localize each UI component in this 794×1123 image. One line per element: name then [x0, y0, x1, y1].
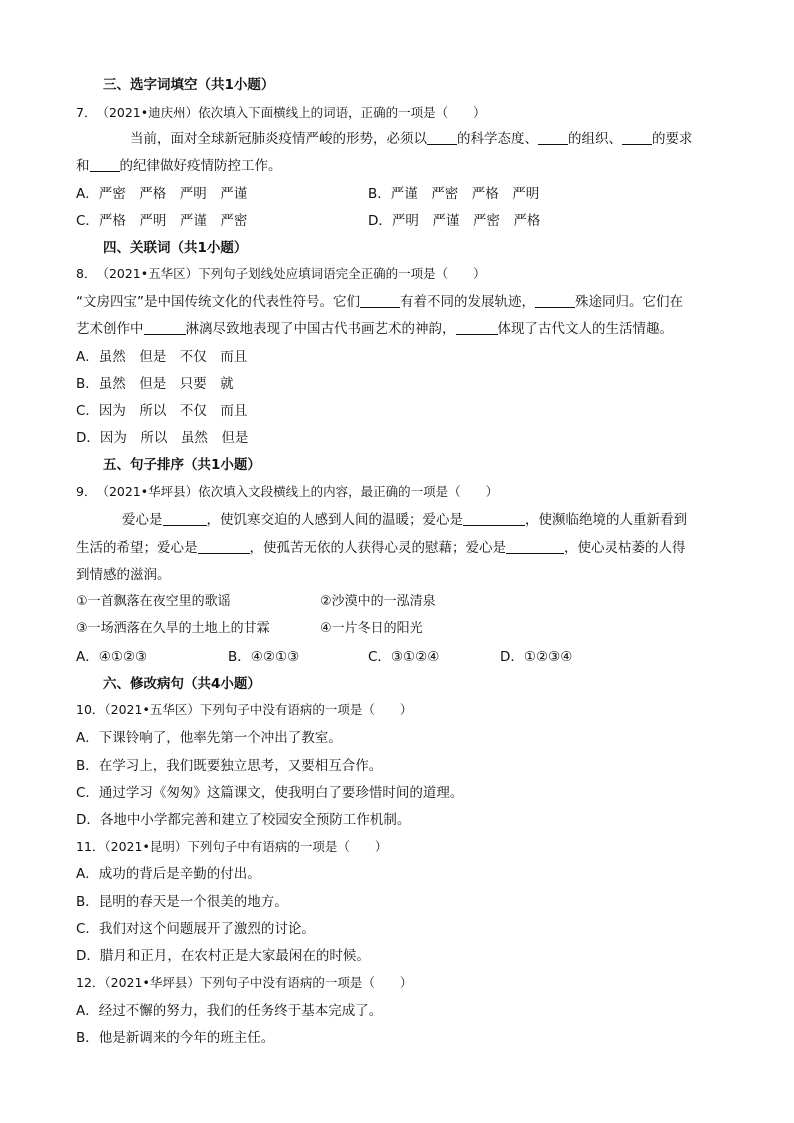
question-7-passage-line-2 — [76, 157, 282, 175]
question-8-option-d: D．因为 所以 虽然 但是 — [76, 430, 249, 446]
answer-blank — [198, 540, 250, 554]
question-9-option-b: B．④②①③ — [228, 649, 300, 665]
question-11-stem: 11．（2021•昆明）下列句子中有语病的一项是（ ） — [76, 839, 388, 854]
question-7-passage-line-1 — [130, 130, 693, 148]
question-7-option-d: D．严明 严谨 严密 严格 — [368, 213, 541, 229]
question-10-option-d: D．各地中小学都完善和建立了校园安全预防工作机制。 — [76, 812, 411, 828]
answer-blank — [538, 131, 568, 145]
passage-text: 和 — [76, 158, 90, 174]
question-7-option-b: B．严谨 严密 严格 严明 — [368, 186, 540, 202]
passage-text: ，使饥寒交迫的人感到人间的温暖；爱心是 — [206, 512, 463, 528]
question-9-item-4: ④一片冬日的阳光 — [320, 621, 423, 636]
passage-text: ，使孤苦无依的人获得心灵的慰藉；爱心是 — [249, 540, 506, 556]
question-10-option-b: B．在学习上，我们既要独立思考，又要相互合作。 — [76, 758, 383, 774]
section-heading-4: 四、关联词（共1小题） — [103, 240, 248, 256]
question-9-passage-line-1 — [122, 511, 687, 529]
answer-blank — [163, 512, 207, 526]
answer-blank — [427, 131, 457, 145]
question-9-stem: 9． （2021•华坪县）依次填入文段横线上的内容，最正确的一项是（ ） — [76, 484, 499, 499]
answer-blank — [90, 158, 120, 172]
question-12-stem: 12．（2021•华坪县）下列句子中没有语病的一项是（ ） — [76, 975, 413, 990]
passage-text: 爱心是 — [122, 512, 163, 528]
question-9-option-a: A．④①②③ — [76, 649, 148, 665]
question-7-option-a: A．严密 严格 严明 严谨 — [76, 186, 248, 202]
passage-text: 生活的希望；爱心是 — [76, 540, 198, 556]
passage-text: 艺术创作中 — [76, 321, 144, 337]
question-10-option-a: A．下课铃响了，他率先第一个冲出了教室。 — [76, 730, 342, 746]
passage-text: 的科学态度、 — [457, 131, 538, 147]
question-12-option-b: B．他是新调来的今年的班主任。 — [76, 1030, 275, 1046]
passage-text: ，使濒临绝境的人重新看到 — [525, 512, 687, 528]
answer-blank — [535, 294, 575, 308]
question-7-stem: 7． （2021•迪庆州）依次填入下面横线上的词语，正确的一项是（ ） — [76, 105, 486, 120]
passage-text: 的组织、 — [568, 131, 622, 147]
passage-text: “文房四宝”是中国传统文化的代表性符号。它们 — [76, 294, 360, 310]
question-11-option-a: A．成功的背后是辛勤的付出。 — [76, 866, 261, 882]
passage-text: 的纪律做好疫情防控工作。 — [119, 158, 282, 174]
question-11-option-d: D．腊月和正月，在农村正是大家最闲在的时候。 — [76, 948, 370, 964]
question-7-option-c: C．严格 严明 严谨 严密 — [76, 213, 248, 229]
question-8-passage-line-2 — [76, 320, 673, 338]
answer-blank — [506, 540, 564, 554]
passage-text: 有着不同的发展轨迹， — [400, 294, 535, 310]
question-9-passage-line-2 — [76, 539, 686, 557]
question-10-option-c: C．通过学习《匆匆》这篇课文，使我明白了要珍惜时间的道理。 — [76, 785, 464, 801]
question-8-option-a: A．虽然 但是 不仅 而且 — [76, 349, 248, 365]
answer-blank — [144, 321, 186, 335]
question-12-option-a: A．经过不懈的努力，我们的任务终于基本完成了。 — [76, 1003, 383, 1019]
passage-text: 殊途同归。它们在 — [575, 294, 683, 310]
answer-blank — [463, 512, 525, 526]
answer-blank — [456, 321, 498, 335]
question-9-item-3: ③一场洒落在久旱的土地上的甘霖 — [76, 621, 270, 636]
question-8-stem: 8． （2021•五华区）下列句子划线处应填词语完全正确的一项是（ ） — [76, 266, 486, 281]
question-11-option-c: C．我们对这个问题展开了激烈的讨论。 — [76, 921, 315, 937]
passage-text: 淋漓尽致地表现了中国古代书画艺术的神韵， — [185, 321, 456, 337]
question-9-option-c: C．③①②④ — [368, 649, 440, 665]
passage-text: 体现了古代文人的生活情趣。 — [497, 321, 673, 337]
passage-text: 当前，面对全球新冠肺炎疫情严峻的形势，必须以 — [130, 131, 427, 147]
question-8-option-b: B．虽然 但是 只要 就 — [76, 376, 234, 392]
passage-text: 的要求 — [652, 131, 693, 147]
passage-text: ，使心灵枯萎的人得 — [564, 540, 686, 556]
question-9-passage-line-3: 到情感的滋润。 — [76, 567, 171, 583]
question-10-stem: 10．（2021•五华区）下列句子中没有语病的一项是（ ） — [76, 702, 413, 717]
question-9-item-1: ①一首飘落在夜空里的歌谣 — [76, 594, 231, 609]
question-8-passage-line-1 — [76, 293, 683, 311]
section-heading-5: 五、句子排序（共1小题） — [103, 457, 261, 473]
answer-blank — [622, 131, 652, 145]
question-11-option-b: B．昆明的春天是一个很美的地方。 — [76, 894, 288, 910]
section-heading-3: 三、选字词填空（共1小题） — [103, 77, 275, 93]
question-9-item-2: ②沙漠中的一泓清泉 — [320, 594, 436, 609]
answer-blank — [360, 294, 400, 308]
question-9-option-d: D．①②③④ — [500, 649, 573, 665]
section-heading-6: 六、修改病句（共4小题） — [103, 676, 261, 692]
question-8-option-c: C．因为 所以 不仅 而且 — [76, 403, 248, 419]
